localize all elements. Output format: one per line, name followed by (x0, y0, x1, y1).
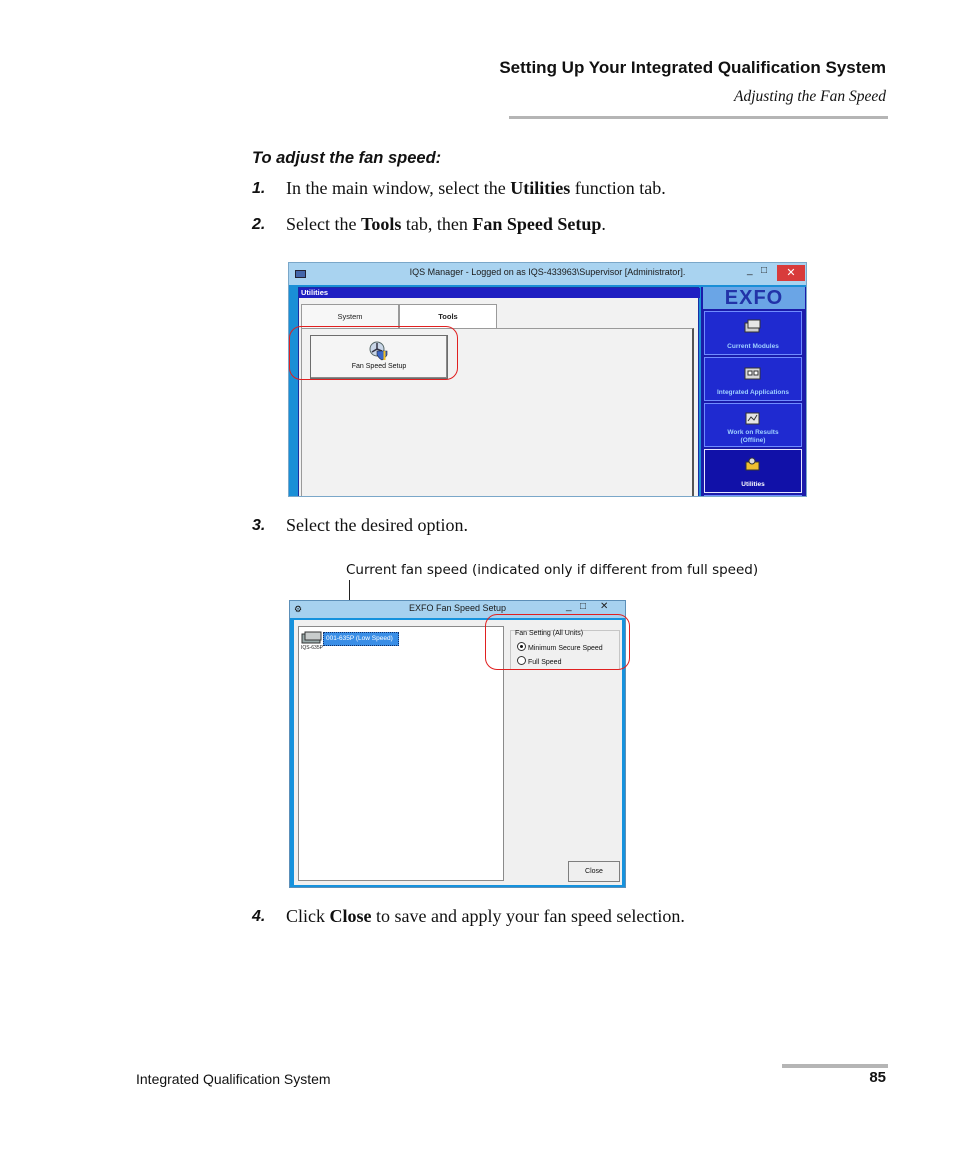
step-4-text: Click Close to save and apply your fan speed selection. (286, 906, 685, 926)
sidebar (701, 287, 807, 497)
window-title: IQS Manager - Logged on as IQS-433963\Supervisor [Administrator]. (409, 267, 686, 277)
step-1-text: In the main window, select the Utilities function tab. (286, 178, 666, 198)
sidebar-item-label: Work on Results (Offline) (727, 429, 779, 444)
running-header-subtitle: Adjusting the Fan Speed (734, 88, 886, 105)
window-titlebar (289, 263, 806, 285)
modules-icon (743, 318, 763, 336)
minimize-icon[interactable]: _ (747, 265, 753, 276)
close-button[interactable]: Close (568, 861, 620, 882)
app-icon: ⚙ (294, 604, 303, 614)
step-1-number: 1. (252, 180, 266, 197)
header-rule (509, 116, 888, 119)
sidebar-item-current-modules[interactable] (704, 311, 802, 355)
option-full-speed[interactable]: Full Speed (517, 656, 561, 666)
close-icon[interactable]: ✕ (600, 601, 609, 612)
step-2-number: 2. (252, 216, 266, 233)
window-title: EXFO Fan Speed Setup (408, 603, 507, 613)
group-title: Fan Setting (All Units) (515, 630, 584, 637)
maximize-icon[interactable]: □ (580, 601, 587, 612)
sidebar-item-integrated-applications[interactable] (704, 357, 802, 401)
unit-list[interactable] (298, 626, 504, 881)
tab-tools[interactable]: Tools (399, 304, 497, 331)
minimize-icon[interactable]: _ (566, 601, 572, 612)
maximize-icon[interactable]: □ (761, 265, 768, 276)
unit-device-icon (301, 631, 323, 645)
footer-product-name: Integrated Qualification System (136, 1071, 331, 1087)
sidebar-item-label: Integrated Applications (717, 389, 789, 396)
running-header-title: Setting Up Your Integrated Qualification System (499, 58, 886, 77)
sidebar-item-utilities[interactable] (704, 449, 802, 493)
list-item-unit[interactable]: 001-635P (Low Speed) (323, 632, 399, 646)
sidebar-item-work-on-results[interactable] (704, 403, 802, 447)
list-item-sublabel: IQS-635P (301, 645, 323, 651)
footer-rule (782, 1064, 888, 1068)
highlight-fan-speed-button (289, 326, 458, 380)
utilities-icon (743, 456, 763, 474)
applications-icon (743, 364, 763, 382)
close-icon[interactable]: ✕ (777, 265, 805, 281)
highlight-fan-setting (485, 614, 630, 670)
exfo-logo: EXFO (703, 287, 805, 309)
fan-speed-setup-label: Fan Speed Setup (351, 363, 407, 370)
option-minimum-secure-speed[interactable]: Minimum Secure Speed (517, 642, 603, 652)
step-3-number: 3. (252, 517, 266, 534)
utilities-panel (298, 287, 699, 497)
panel-title: Utilities (299, 288, 700, 298)
sidebar-item-partial[interactable] (704, 495, 802, 497)
step-3-text: Select the desired option. (286, 515, 468, 535)
step-4-number: 4. (252, 908, 266, 925)
tab-system[interactable]: System (301, 304, 399, 330)
sidebar-item-label: Current Modules (727, 343, 779, 350)
callout-label: Current fan speed (indicated only if different from full speed) (346, 562, 759, 578)
page-number: 85 (869, 1069, 886, 1086)
procedure-title: To adjust the fan speed: (252, 149, 442, 167)
sidebar-item-label: Utilities (741, 481, 765, 488)
step-2-text: Select the Tools tab, then Fan Speed Setup. (286, 214, 606, 234)
results-icon (743, 410, 763, 428)
